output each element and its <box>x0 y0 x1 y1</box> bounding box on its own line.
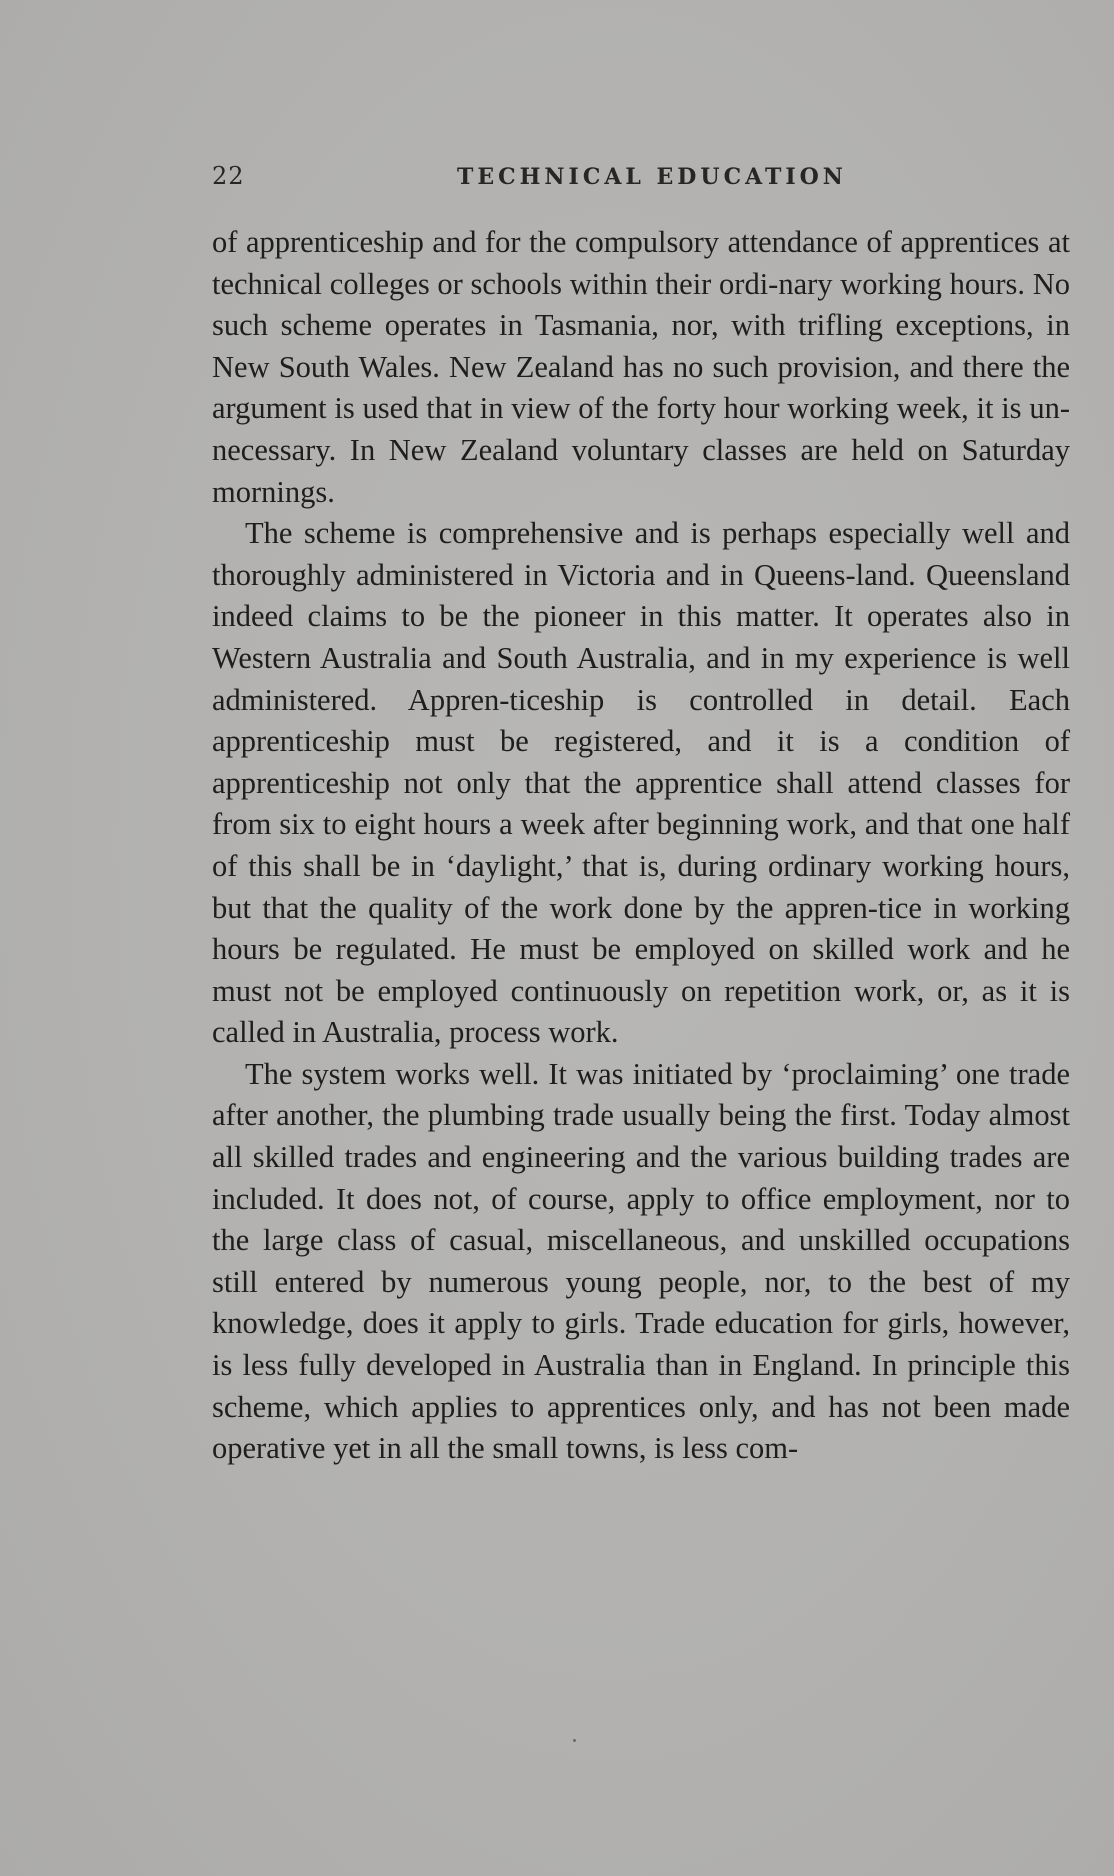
running-title: TECHNICAL EDUCATION <box>457 164 847 190</box>
running-head <box>212 162 1070 198</box>
paper-speck <box>573 1739 576 1742</box>
paragraph-3: The system works well. It was initiated by ‘proclaiming’ one trade after another, the plumbing trade usually being the first. Today almost all skilled trades and engineering and the various building trades are included. It does not, of course, apply to office employment, nor to the large class of casual, miscellaneous, and unskilled occupations still entered by numerous young people, nor, to the best of my knowledge, does it apply to girls. Trade education for girls, however, is less fully developed in Australia than in England. In principle this scheme, which applies to apprentices only, and has not been made operative yet in all the small towns, is less com- <box>212 1056 1070 1466</box>
paragraph-1: of apprenticeship and for the compulsory attendance of apprentices at technical colleges or schools within their ordi-nary working hours. No such scheme operates in Tasmania, nor, with trifling exceptions, in New South Wales. New Zealand has no such provision, and there the argument is used that in view of the forty hour working week, it is un-necessary. In New Zealand voluntary classes are held on Saturday mornings. <box>212 225 1070 509</box>
body-text <box>212 222 1070 1470</box>
paragraph-2: The scheme is comprehensive and is perhaps especially well and thoroughly administered in Victoria and in Queens-land. Queensland indeed claims to be the pioneer in this matter. It operates also in Western Australia and South Australia, and in my experience is well administered. Appren-ticeship is controlled in detail. Each apprenticeship must be registered, and it is a condition of apprenticeship not only that the apprentice shall attend classes for from six to eight hours a week after beginning work, and that one half of this shall be in ‘daylight,’ that is, during ordinary working hours, but that the quality of the work done by the appren-tice in working hours be regulated. He must be employed on skilled work and he must not be employed continuously on repetition work, or, as it is called in Australia, process work. <box>212 516 1070 1050</box>
page-number: 22 <box>212 162 245 190</box>
